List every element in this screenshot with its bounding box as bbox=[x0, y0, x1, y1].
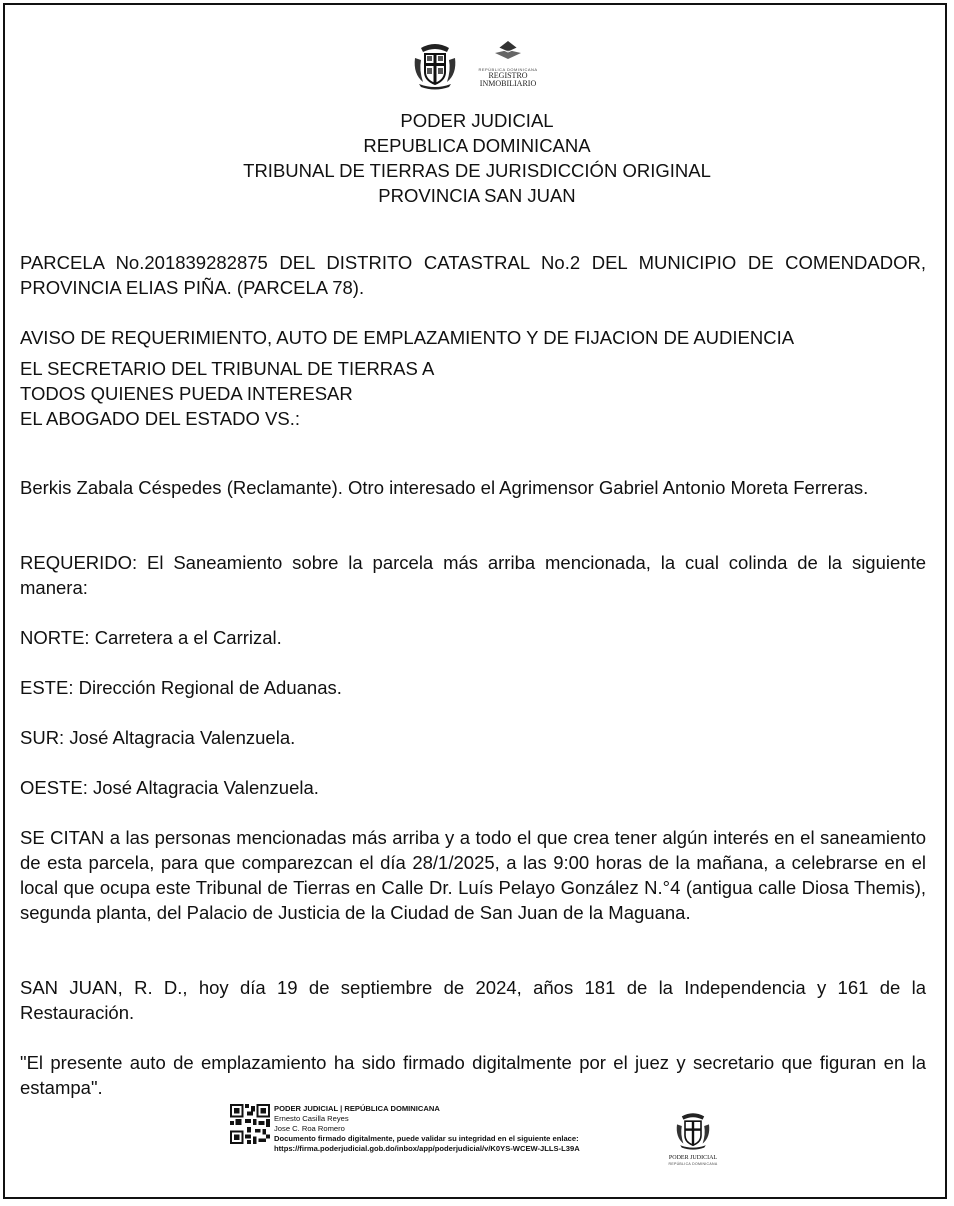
header-line-3: TRIBUNAL DE TIERRAS DE JURISDICCIÓN ORIGINAL bbox=[243, 160, 711, 181]
coat-of-arms-icon bbox=[411, 40, 459, 90]
qr-code-icon[interactable] bbox=[230, 1104, 270, 1144]
validation-url[interactable]: https://firma.poderjudicial.gob.do/inbox/app/poderjudicial/v/K0YS-WCEW-JLLS-L39A bbox=[274, 1144, 580, 1153]
oeste-boundary: OESTE: José Altagracia Valenzuela. bbox=[20, 776, 319, 798]
este-boundary: ESTE: Dirección Regional de Aduanas. bbox=[20, 676, 342, 698]
registro-name-line1: REGISTRO bbox=[488, 71, 528, 80]
registro-diamond-icon bbox=[491, 40, 525, 60]
header-logos bbox=[0, 40, 954, 90]
secretario-line-2: TODOS QUIENES PUEDA INTERESAR bbox=[20, 383, 353, 404]
registro-republica: REPÚBLICA DOMINICANA bbox=[478, 67, 538, 72]
header-line-2: REPUBLICA DOMINICANA bbox=[363, 135, 591, 156]
signer-1: Ernesto Casilla Reyes bbox=[274, 1114, 349, 1123]
seal-sublabel: REPÚBLICA DOMINICANA bbox=[668, 1162, 718, 1166]
sur-boundary: SUR: José Altagracia Valenzuela. bbox=[20, 726, 296, 748]
firmado-paragraph: "El presente auto de emplazamiento ha sido firmado digitalmente por el juez y secretario que figuran en la estampa". bbox=[20, 1051, 926, 1098]
parcela-paragraph: PARCELA No.201839282875 DEL DISTRITO CATASTRAL No.2 DEL MUNICIPIO DE COMENDADOR, PROVINCIA ELIAS PIÑA. (PARCELA 78). bbox=[20, 251, 926, 298]
digital-signature-stamp bbox=[230, 1104, 580, 1154]
header-line-4: PROVINCIA SAN JUAN bbox=[378, 185, 576, 206]
signature-org: PODER JUDICIAL | REPÚBLICA DOMINICANA bbox=[274, 1104, 440, 1113]
header-line-1: PODER JUDICIAL bbox=[400, 110, 554, 131]
poder-judicial-seal-icon bbox=[673, 1110, 713, 1150]
norte-boundary: NORTE: Carretera a el Carrizal. bbox=[20, 626, 282, 648]
secretario-block bbox=[20, 356, 926, 431]
poder-judicial-seal bbox=[668, 1110, 718, 1166]
seal-label: PODER JUDICIAL bbox=[668, 1155, 718, 1161]
document-header bbox=[0, 108, 954, 208]
aviso-paragraph: AVISO DE REQUERIMIENTO, AUTO DE EMPLAZAMIENTO Y DE FIJACION DE AUDIENCIA bbox=[20, 326, 795, 348]
registro-name-line2: INMOBILIARIO bbox=[479, 79, 537, 88]
validation-text: Documento firmado digitalmente, puede validar su integridad en el siguiente enlace: bbox=[274, 1134, 579, 1143]
partes-paragraph: Berkis Zabala Céspedes (Reclamante). Otro interesado el Agrimensor Gabriel Antonio Moreta Ferreras. bbox=[20, 476, 869, 498]
requerido-paragraph: REQUERIDO: El Saneamiento sobre la parcela más arriba mencionada, la cual colinda de la siguiente manera: bbox=[20, 551, 926, 598]
signer-2: Jose C. Roa Romero bbox=[274, 1124, 345, 1133]
secretario-line-1: EL SECRETARIO DEL TRIBUNAL DE TIERRAS A bbox=[20, 358, 435, 379]
signature-details bbox=[274, 1104, 580, 1154]
fecha-paragraph: SAN JUAN, R. D., hoy día 19 de septiembre de 2024, años 181 de la Independencia y 161 de la Restauración. bbox=[20, 976, 926, 1023]
citacion-paragraph: SE CITAN a las personas mencionadas más arriba y a todo el que crea tener algún interés en el saneamiento de esta parcela, para que comparezcan el día 28/1/2025, a las 9:00 horas de la mañana, a celebrarse en el local que ocupa este Tribunal de Tierras en Calle Dr. Luís Pelayo González N.°4 (antigua calle Diosa Themis), segunda planta, del Palacio de Justicia de la Ciudad de San Juan de la Maguana. bbox=[20, 826, 926, 923]
secretario-line-3: EL ABOGADO DEL ESTADO VS.: bbox=[20, 408, 300, 429]
registro-inmobiliario-logo bbox=[473, 40, 543, 88]
